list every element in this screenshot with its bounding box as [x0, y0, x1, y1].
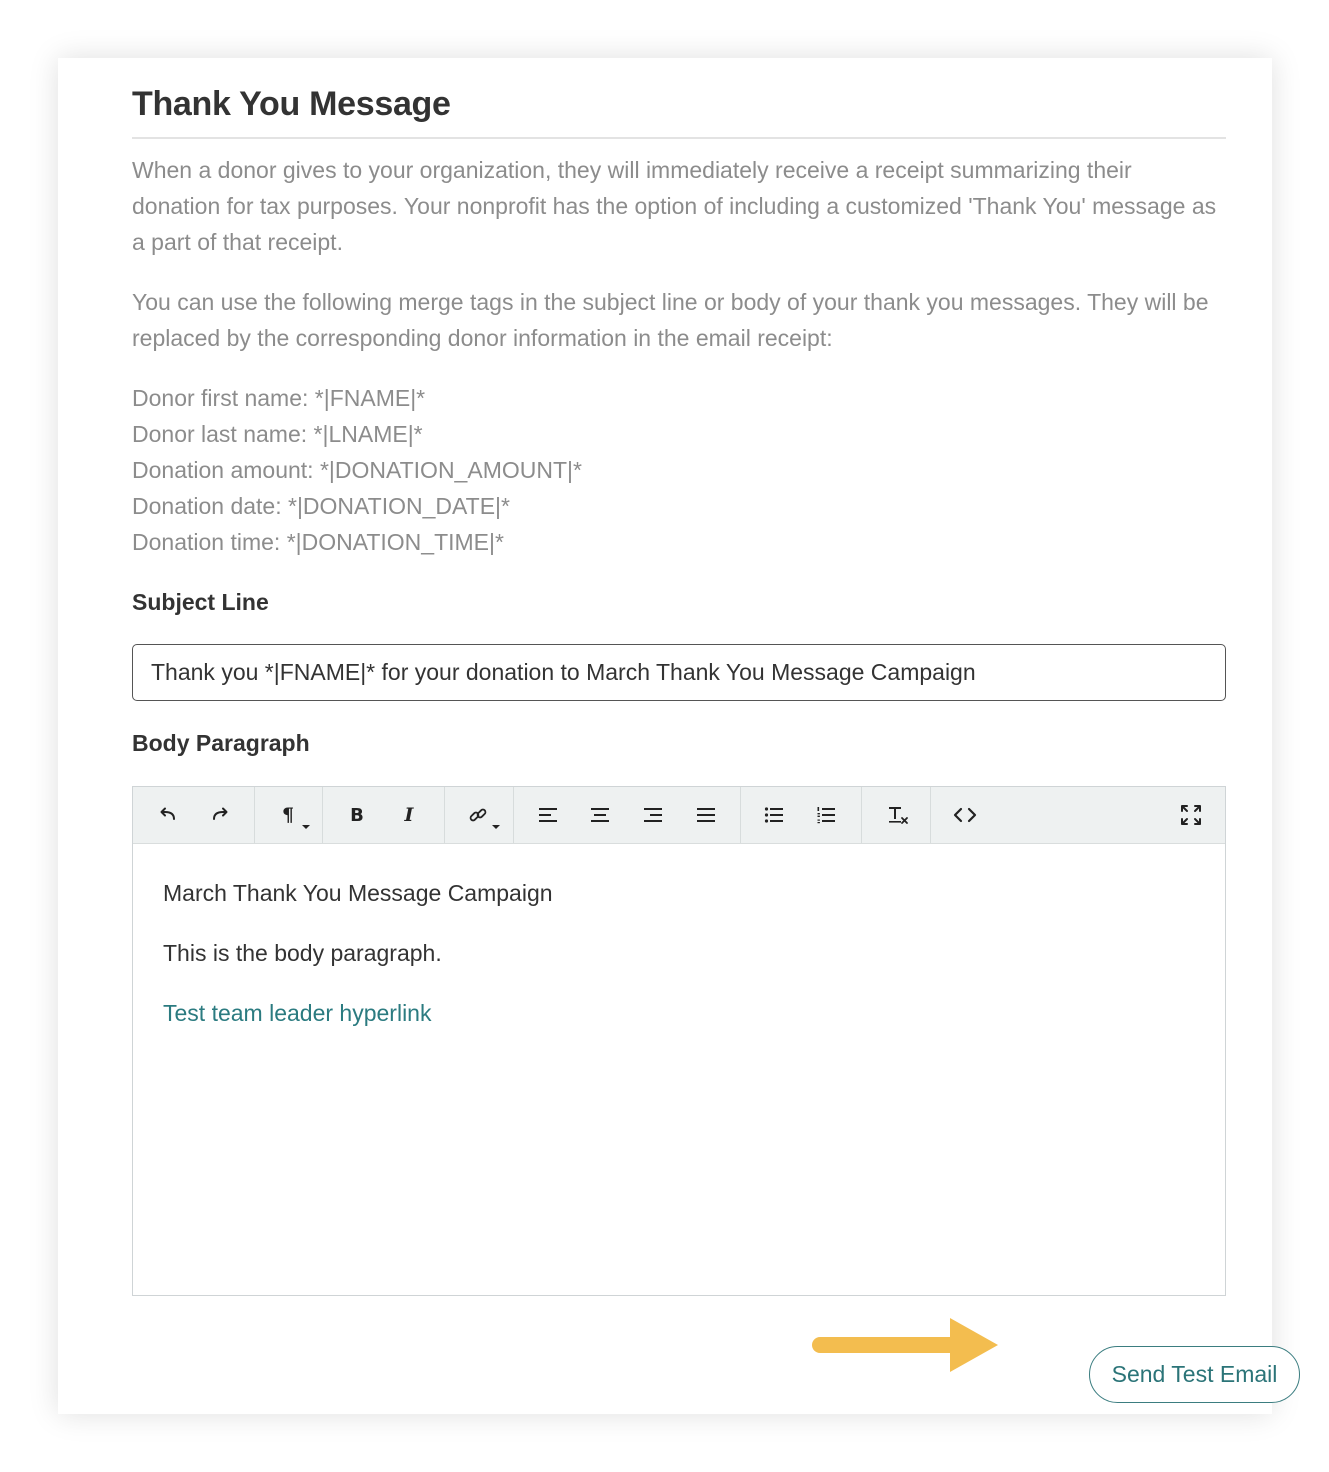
bulleted-list-button[interactable] [754, 795, 794, 835]
align-justify-icon [695, 804, 717, 826]
fullscreen-button[interactable] [1171, 795, 1211, 835]
bulleted-list-icon [763, 804, 785, 826]
merge-tag-list [132, 380, 1226, 560]
team-leader-hyperlink[interactable]: Test team leader hyperlink [163, 1000, 432, 1026]
insert-link-dropdown[interactable] [458, 795, 498, 835]
title-divider [132, 137, 1226, 139]
numbered-list-button[interactable] [806, 795, 846, 835]
bold-icon: B [350, 804, 364, 826]
merge-tag-donation-time: Donation time: *|DONATION_TIME|* [132, 529, 504, 555]
body-rich-text-editor [132, 786, 1226, 1296]
chevron-down-icon [492, 825, 500, 829]
link-icon [467, 804, 489, 826]
align-left-button[interactable] [528, 795, 568, 835]
redo-button[interactable] [200, 795, 240, 835]
paragraph-icon: ¶ [281, 804, 295, 826]
page-title: Thank You Message [132, 85, 451, 123]
clear-formatting-button[interactable] [878, 795, 918, 835]
bold-button[interactable] [337, 795, 377, 835]
merge-tag-donation-amount: Donation amount: *|DONATION_AMOUNT|* [132, 457, 582, 483]
undo-icon [157, 804, 179, 826]
thank-you-message-card [58, 58, 1278, 1414]
merge-tag-fname: Donor first name: *|FNAME|* [132, 385, 426, 411]
body-paragraph-label: Body Paragraph [132, 730, 310, 756]
align-justify-button[interactable] [686, 795, 726, 835]
clear-formatting-icon [886, 804, 910, 826]
toolbar-separator [322, 787, 323, 843]
align-center-button[interactable] [580, 795, 620, 835]
toolbar-separator [930, 787, 931, 843]
send-test-email-button[interactable]: Send Test Email [1089, 1346, 1300, 1403]
toolbar-separator [861, 787, 862, 843]
body-text-line: This is the body paragraph. [163, 940, 442, 966]
align-right-icon [642, 804, 664, 826]
undo-button[interactable] [148, 795, 188, 835]
italic-icon: I [404, 804, 414, 826]
code-icon [952, 804, 978, 826]
body-heading-line: March Thank You Message Campaign [163, 880, 553, 906]
align-center-icon [589, 804, 611, 826]
toolbar-separator [254, 787, 255, 843]
redo-icon [209, 804, 231, 826]
source-code-button[interactable] [945, 795, 985, 835]
intro-paragraph: When a donor gives to your organization, they will immediately receive a receipt summarizing their donation for tax purposes. Your nonprofit has the option of including a customized 'Thank You' message as a part of that receipt. [132, 157, 1217, 255]
annotation-arrow-icon [812, 1316, 1002, 1374]
merge-tag-lname: Donor last name: *|LNAME|* [132, 421, 423, 447]
numbered-list-icon [815, 804, 837, 826]
toolbar-separator [740, 787, 741, 843]
subject-line-label: Subject Line [132, 589, 269, 615]
chevron-down-icon [302, 825, 310, 829]
toolbar-separator [444, 787, 445, 843]
toolbar-separator [513, 787, 514, 843]
align-right-button[interactable] [633, 795, 673, 835]
subject-line-input[interactable] [132, 644, 1226, 701]
merge-tags-intro-paragraph: You can use the following merge tags in the subject line or body of your thank you messages. They will be replaced by the corresponding donor information in the email receipt: [132, 289, 1209, 351]
italic-button[interactable] [389, 795, 429, 835]
align-left-icon [537, 804, 559, 826]
merge-tag-donation-date: Donation date: *|DONATION_DATE|* [132, 493, 510, 519]
paragraph-format-dropdown[interactable] [268, 795, 308, 835]
editor-toolbar [133, 787, 1225, 844]
fullscreen-icon [1179, 803, 1203, 827]
